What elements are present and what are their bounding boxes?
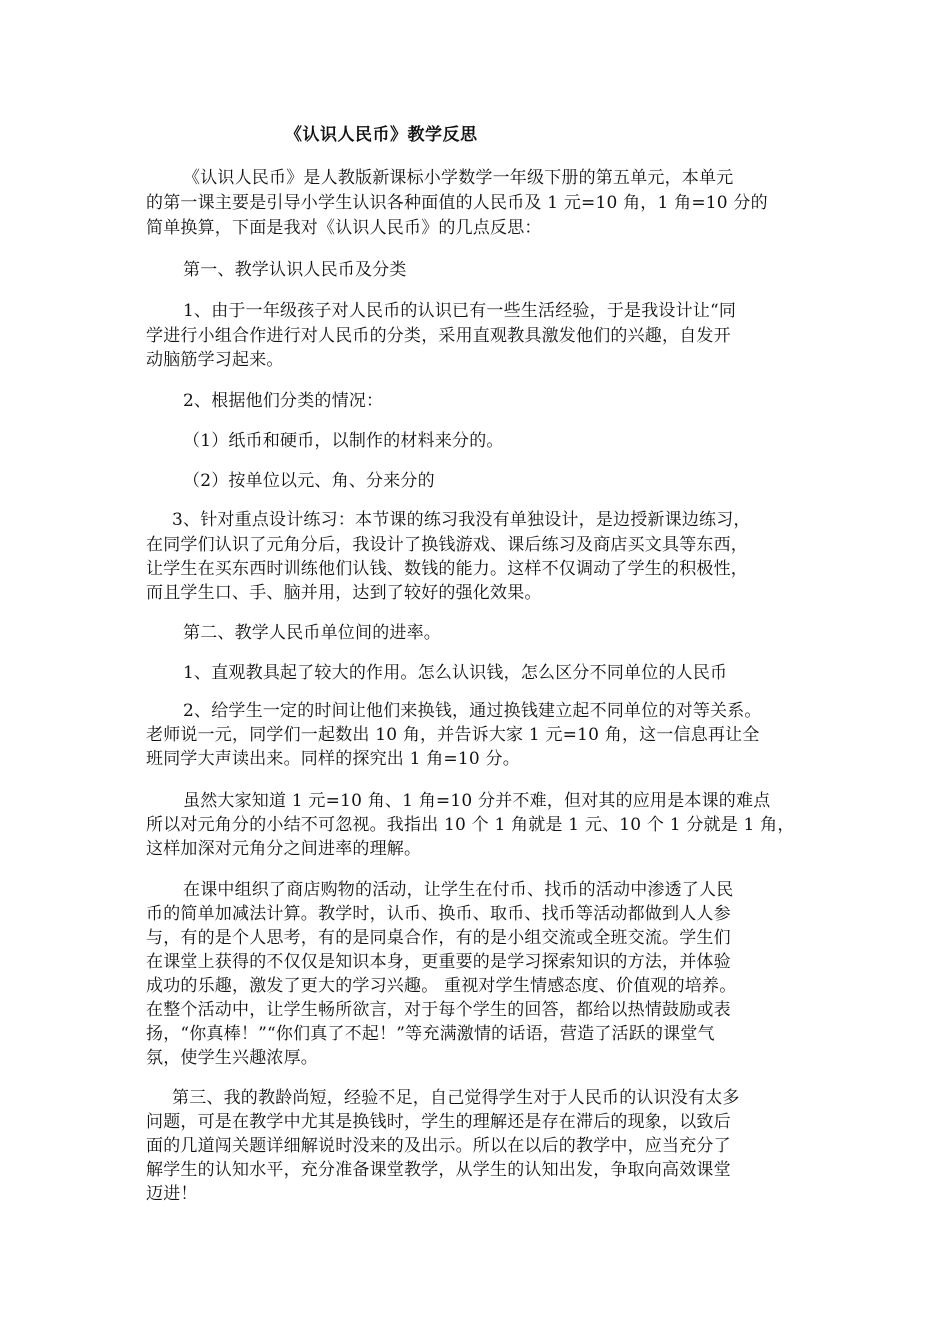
section-heading: 第二、教学人民币单位间的进率。 [183, 623, 441, 643]
paragraph-line: 这样加深对元角分之间进率的理解。 [146, 839, 422, 859]
list-item: （1）纸币和硬币，以制作的材料来分的。 [183, 431, 504, 451]
paragraph-line: 虽然大家知道 1 元=10 角、1 角=10 分并不难，但对其的应用是本课的难点 [183, 791, 771, 811]
document-title: 《认识人民币》教学反思 [285, 125, 478, 145]
paragraph-line: 迈进！ [146, 1184, 198, 1204]
paragraph-line: 氛，使学生兴趣浓厚。 [146, 1048, 318, 1068]
paragraph-line: 2、给学生一定的时间让他们来换钱，通过换钱建立起不同单位的对等关系。 [183, 701, 762, 721]
paragraph-line: 班同学大声读出来。同样的探究出 1 角=10 分。 [146, 749, 520, 769]
paragraph-line: 在整个活动中，让学生畅所欲言，对于每个学生的回答，都给以热情鼓励或表 [146, 1000, 731, 1020]
paragraph-line: 3、针对重点设计练习：本节课的练习我没有单独设计，是边授新课边练习， [172, 510, 751, 530]
paragraph-line: 动脑筋学习起来。 [146, 350, 284, 370]
paragraph-line: 所以对元角分的小结不可忽视。我指出 10 个 1 角就是 1 元、10 个 1 分就是 1 角， [146, 815, 795, 835]
paragraph-line: 在课中组织了商店购物的活动，让学生在付币、找币的活动中渗透了人民 [183, 880, 734, 900]
paragraph-line: 1、直观教具起了较大的作用。怎么认识钱，怎么区分不同单位的人民币 [183, 663, 728, 683]
paragraph-line: 2、根据他们分类的情况： [183, 391, 384, 411]
paragraph-line: 成功的乐趣，激发了更大的学习兴趣。 重视对学生情感态度、价值观的培养。 [146, 976, 737, 996]
paragraph-line: 在同学们认识了元角分后，我设计了换钱游戏、课后练习及商店买文具等东西， [146, 535, 748, 555]
paragraph-line: 1、由于一年级孩子对人民币的认识已有一些生活经验，于是我设计让“同 [183, 301, 737, 321]
paragraph-line: 扬，“你真棒！”“你们真了不起！”等充满激情的话语，营造了活跃的课堂气 [146, 1024, 715, 1044]
paragraph-line: 在课堂上获得的不仅仅是知识本身，更重要的是学习探索知识的方法，并体验 [146, 952, 731, 972]
paragraph-line: 学进行小组合作进行对人民币的分类，采用直观教具激发他们的兴趣，自发开 [146, 326, 731, 346]
list-item: （2）按单位以元、角、分来分的 [183, 471, 435, 491]
paragraph-line: 币的简单加减法计算。教学时，认币、换币、取币、找币等活动都做到人人参 [146, 904, 731, 924]
paragraph-line: 简单换算，下面是我对《认识人民币》的几点反思： [146, 218, 542, 238]
paragraph-line: 解学生的认知水平，充分准备课堂教学，从学生的认知出发，争取向高效课堂 [146, 1160, 731, 1180]
section-heading: 第一、教学认识人民币及分类 [183, 260, 407, 280]
paragraph-line: 《认识人民币》是人教版新课标小学数学一年级下册的第五单元，本单元 [183, 168, 734, 188]
paragraph-line: 面的几道闯关题详细解说时没来的及出示。所以在以后的教学中，应当充分了 [146, 1136, 731, 1156]
paragraph-line: 问题，可是在教学中尤其是换钱时，学生的理解还是存在滞后的现象，以致后 [146, 1112, 731, 1132]
paragraph-line: 老师说一元，同学们一起数出 10 角，并告诉大家 1 元=10 角，这一信息再让全 [146, 725, 760, 745]
paragraph-line: 而且学生口、手、脑并用，达到了较好的强化效果。 [146, 583, 542, 603]
paragraph-line: 与，有的是个人思考，有的是同桌合作，有的是小组交流或全班交流。学生们 [146, 928, 731, 948]
paragraph-line: 让学生在买东西时训练他们认钱、数钱的能力。这样不仅调动了学生的积极性， [146, 559, 748, 579]
paragraph-line: 的第一课主要是引导小学生认识各种面值的人民币及 1 元=10 角，1 角=10 分的 [146, 193, 768, 213]
paragraph-line: 第三、我的教龄尚短，经验不足，自己觉得学生对于人民币的认识没有太多 [172, 1088, 740, 1108]
